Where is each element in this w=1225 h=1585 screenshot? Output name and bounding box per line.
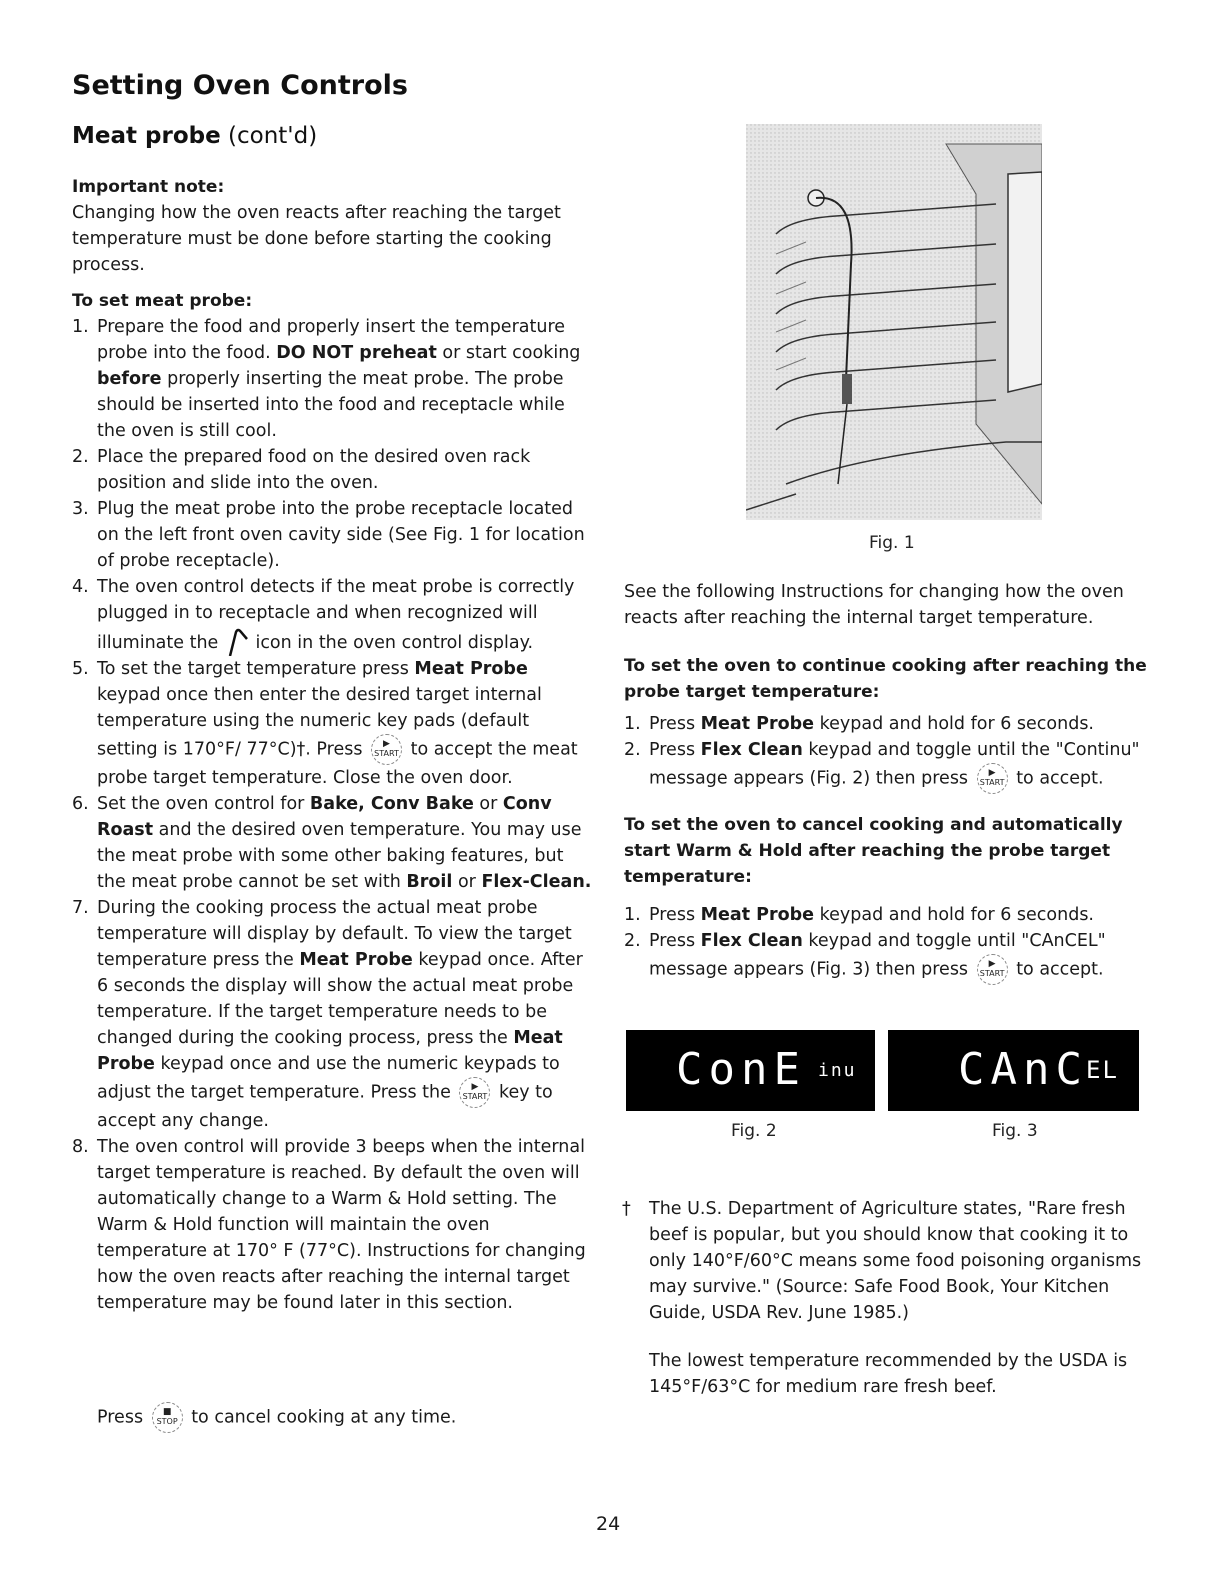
step-number: 5. [72,659,89,679]
stop-text: to cancel cooking at any time. [185,1407,457,1428]
step-bold: Flex Clean [700,931,803,951]
list-item [624,711,1149,737]
step-text: Press [649,931,701,951]
step-number: 4. [72,577,89,597]
step-text: During the cooking process the actual meat probe temperature will display by default. To view the target temperature press the [97,898,572,970]
step-text: keypad once then enter the desired target internal temperature using the numeric key pads (default setting is 170°F/ 77°C)†. Press [97,685,542,760]
step-text: to accept. [1010,768,1104,789]
step-text: to accept the meat probe target temperature. Close the oven door. [97,739,578,788]
cancel-steps [624,902,1149,985]
fig2-caption: Fig. 2 [731,1121,777,1141]
start-glyph: ▶ [988,959,996,969]
list-item [72,314,592,444]
step-number: 1. [624,905,641,925]
list-item [72,496,592,574]
step-text: Set the oven control for [97,794,310,814]
right-column [624,579,1149,985]
start-label: START [462,1092,488,1101]
start-label: START [374,749,399,758]
list-item [72,895,592,1134]
fig3-display [888,1030,1139,1111]
start-key-icon [371,734,402,765]
start-key-icon [977,763,1008,794]
section-subtitle [72,123,317,149]
step-text: Press [649,740,701,760]
subtitle-bold: Meat probe [72,123,221,149]
step-text: Press [649,714,701,734]
step-bold: Flex Clean [700,740,803,760]
step-number: 8. [72,1137,89,1157]
fig3-display-main: CAnC [958,1044,1088,1095]
set-probe-heading: To set meat probe: [72,291,253,311]
list-item [624,902,1149,928]
step-text: The oven control will provide 3 beeps when the internal target temperature is reached. By default the oven will automatically change to a Warm & Hold setting. The Warm & Hold function will maintain the oven temperature at 170° F (77°C). Instructions for changing how the oven reacts after reaching the internal target temperature may be found later in this section. [97,1137,586,1313]
step-text: and the desired oven temperature. You may use the meat probe with some other baking features, but the meat probe cannot be set with [97,820,582,892]
continue-heading: To set the oven to continue cooking after reaching the probe target temperature: [624,656,1147,702]
step-text: or [452,872,482,892]
step-text: or start cooking [436,343,581,363]
start-label: START [979,778,1005,787]
step-text: The oven control detects if the meat probe is correctly plugged in to receptacle and when recognized will illuminate the [97,577,575,653]
step-number: 1. [624,714,641,734]
page-number: 24 [596,1513,621,1535]
fig3-display-suffix: EL [1086,1056,1119,1084]
left-column [72,174,592,1316]
cancel-heading: To set the oven to cancel cooking and automatically start Warm & Hold after reaching the probe target temperature: [624,815,1123,887]
start-label: START [979,969,1005,978]
step-text: to accept. [1010,959,1104,980]
step-bold: DO NOT preheat [276,343,437,363]
step-bold: Meat Probe [299,950,413,970]
step-bold: Conv Roast [97,794,552,840]
list-item [624,737,1149,794]
start-key-icon [977,954,1008,985]
step-bold: Meat Probe [97,1028,563,1074]
list-item [72,574,592,656]
step-number: 2. [72,447,89,467]
intro-text: See the following Instructions for changing how the oven reacts after reaching the internal target temperature. [624,582,1124,628]
fig2-display-suffix: inu [818,1060,857,1081]
stop-instruction [97,1402,577,1433]
step-number: 2. [624,931,641,951]
list-item [72,656,592,791]
start-glyph: ▶ [383,739,390,749]
step-text: keypad and hold for 6 seconds. [814,905,1094,925]
start-key-icon [459,1077,490,1108]
footnote-dagger: † [622,1199,631,1219]
step-text: or [473,794,503,814]
stop-text: Press [97,1407,149,1428]
page-title: Setting Oven Controls [72,70,408,101]
fig2-display [626,1030,875,1111]
step-bold: Flex-Clean. [481,872,592,892]
step-text: Place the prepared food on the desired oven rack position and slide into the oven. [97,447,531,493]
step-text: Plug the meat probe into the probe receptacle located on the left front oven cavity side (See Fig. 1 for location of probe receptacle). [97,499,585,571]
footnote [622,1196,1142,1400]
footnote-text: The U.S. Department of Agriculture states, "Rare fresh beef is popular, but you should know that cooking it to only 140°F/60°C means some food poisoning organisms may survive." (Source: Safe Food Book, Your Kitchen Guide, USDA Rev. June 1985.) [649,1199,1142,1323]
step-bold: Meat Probe [700,905,815,925]
step-text: keypad and hold for 6 seconds. [814,714,1094,734]
meat-probe-icon [224,626,250,656]
list-item [72,791,592,895]
start-glyph: ▶ [988,768,996,778]
step-text: icon in the oven control display. [255,633,534,653]
continue-steps [624,711,1149,794]
important-note-heading: Important note: [72,177,225,197]
set-probe-steps [72,314,592,1316]
fig1-caption: Fig. 1 [869,533,915,553]
step-bold: Meat Probe [414,659,528,679]
step-number: 2. [624,740,641,760]
fig3-caption: Fig. 3 [992,1121,1038,1141]
step-text: properly inserting the meat probe. The probe should be inserted into the food and receptacle while the oven is still cool. [97,369,565,441]
step-text: To set the target temperature press [97,659,415,679]
step-number: 6. [72,794,89,814]
subtitle-rest: (cont'd) [220,123,318,149]
step-bold: before [97,369,162,389]
step-text: keypad once. After 6 seconds the display will show the actual meat probe temperature. If the target temperature needs to be changed during the cooking process, press the [97,950,583,1048]
stop-key-icon [152,1402,183,1433]
footnote-lowest: The lowest temperature recommended by the USDA is 145°F/63°C for medium rare fresh beef. [649,1351,1128,1397]
step-bold: Broil [406,872,453,892]
step-text: keypad and toggle until the "Continu" message appears (Fig. 2) then press [649,740,1140,789]
step-text: Prepare the food and properly insert the temperature probe into the food. [97,317,566,363]
fig2-display-main: ConE [676,1044,806,1095]
step-number: 1. [72,317,89,337]
stop-glyph: ■ [162,1407,172,1417]
step-bold: Meat Probe [700,714,815,734]
stop-label: STOP [156,1417,178,1426]
step-text: keypad once and use the numeric keypads to adjust the target temperature. Press the [97,1054,560,1103]
oven-rack-illustration [746,124,1042,520]
step-text: keypad and toggle until "CAnCEL" message appears (Fig. 3) then press [649,931,1106,980]
step-number: 7. [72,898,89,918]
start-glyph: ▶ [471,1082,479,1092]
list-item [624,928,1149,985]
list-item [72,444,592,496]
step-text: key to accept any change. [97,1082,553,1131]
important-note-text: Changing how the oven reacts after reaching the target temperature must be done before starting the cooking process. [72,203,561,275]
step-number: 3. [72,499,89,519]
step-bold: Bake, Conv Bake [309,794,474,814]
list-item [72,1134,592,1316]
step-text: Press [649,905,701,925]
